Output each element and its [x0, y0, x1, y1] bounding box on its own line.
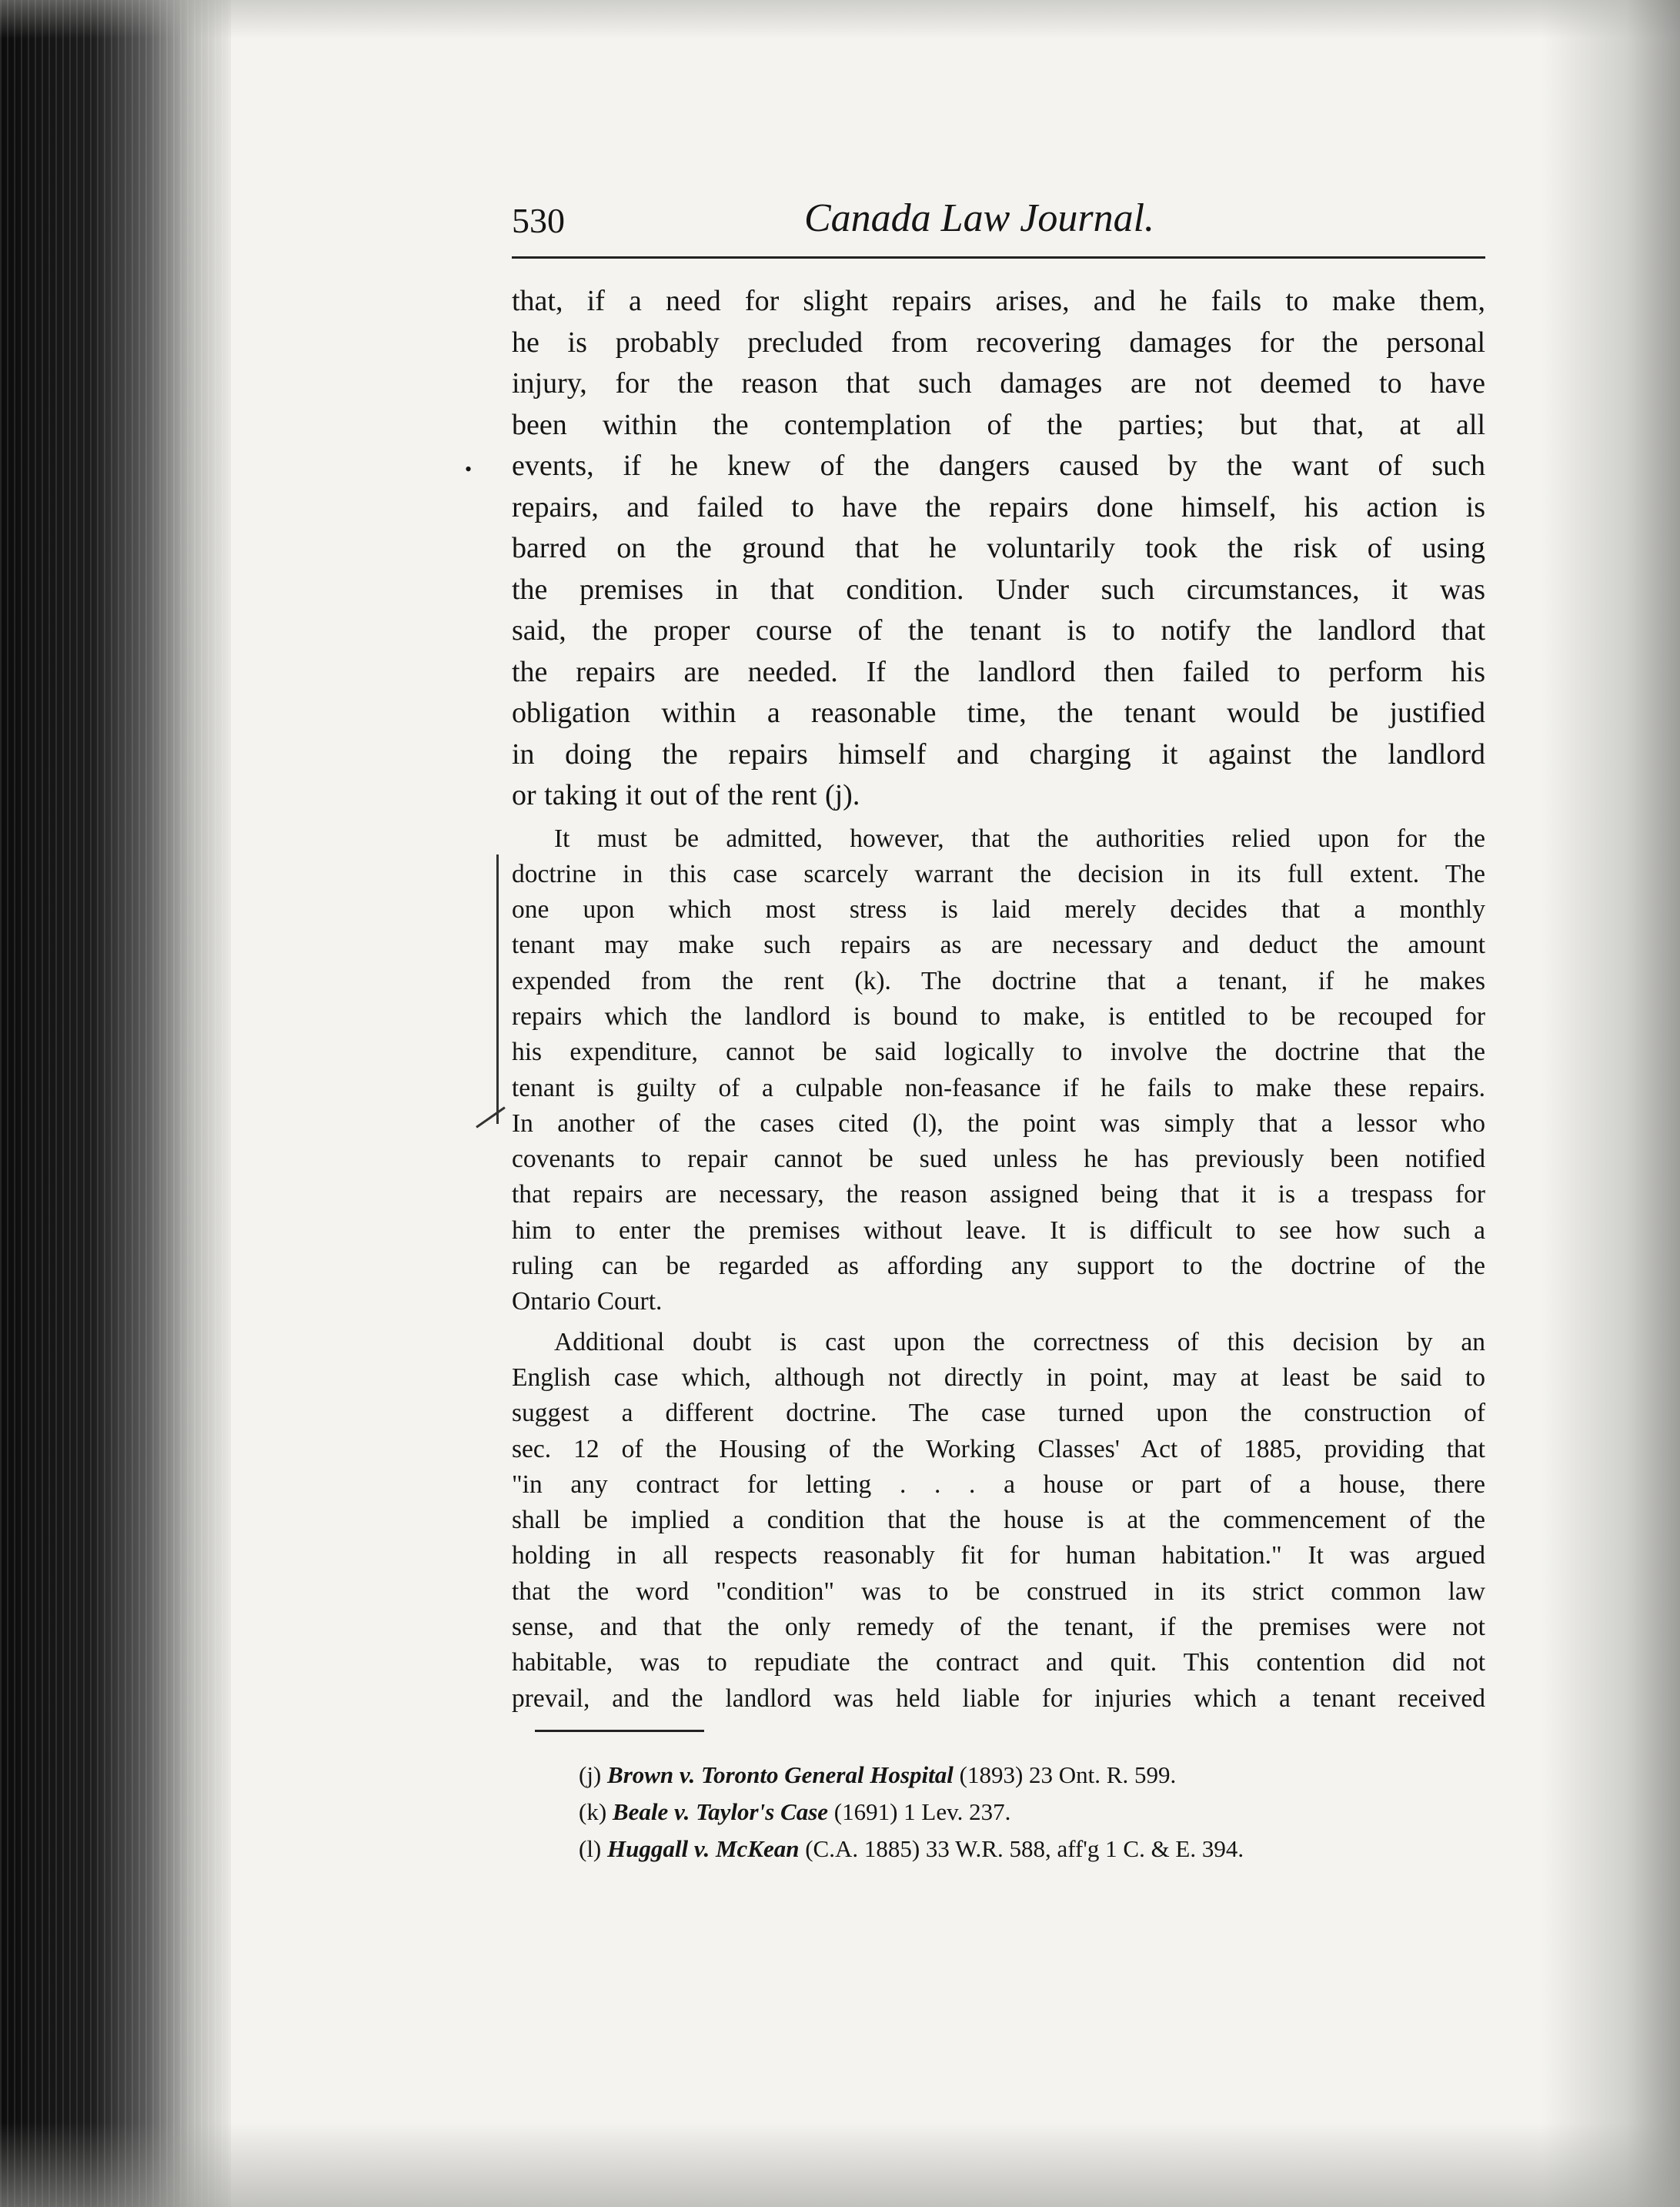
text-line: sense, and that the only remedy of the tenant, if the premises were not [512, 1613, 1485, 1642]
running-title: Canada Law Journal. [804, 196, 1155, 240]
gutter-page-edges [0, 0, 231, 2207]
footnote-citation: (1893) 23 Ont. R. 599. [959, 1761, 1177, 1788]
header-rule [512, 256, 1485, 259]
text-line: obligation within a reasonable time, the tenant would be justified [512, 697, 1485, 729]
text-line: that, if a need for slight repairs arises, and he fails to make them, [512, 285, 1485, 317]
text-line: been within the contemplation of the parties; but that, at all [512, 408, 1485, 441]
text-line: repairs which the landlord is bound to make, is entitled to be recouped for [512, 1002, 1485, 1031]
text-line: his expenditure, cannot be said logically to involve the doctrine that the [512, 1038, 1485, 1067]
margin-bracket-mark [496, 854, 509, 1124]
text-line: habitable, was to repudiate the contract and quit. This contention did not [512, 1648, 1485, 1677]
footnote-mark: (k) [579, 1798, 607, 1825]
paragraph-2 [512, 821, 1485, 1320]
text-line: tenant is guilty of a culpable non-feasance if he fails to make these repairs. [512, 1073, 1485, 1102]
text-line: covenants to repair cannot be sued unless he has previously been notified [512, 1145, 1485, 1174]
top-page-shadow [0, 0, 1680, 38]
paragraph-3 [512, 1325, 1485, 1717]
paragraph-1 [512, 281, 1485, 817]
footnote-case: Beale v. Taylor's Case [612, 1798, 829, 1825]
text-line: "in any contract for letting . . . a house or part of a house, there [512, 1470, 1485, 1499]
text-line: the premises in that condition. Under such circumstances, it was [512, 573, 1485, 606]
footnote-j [579, 1757, 1425, 1794]
text-line: the repairs are needed. If the landlord then failed to perform his [512, 655, 1485, 688]
body-text [512, 281, 1485, 1717]
footnote-rule [535, 1730, 704, 1732]
text-line: repairs, and failed to have the repairs done himself, his action is [512, 490, 1485, 523]
text-line: injury, for the reason that such damages are not deemed to have [512, 367, 1485, 400]
footnote-citation: (1691) 1 Lev. 237. [833, 1798, 1011, 1825]
text-line: suggest a different doctrine. The case turned upon the construction of [512, 1399, 1485, 1428]
text-line: barred on the ground that he voluntarily took the risk of using [512, 532, 1485, 564]
footnotes [579, 1757, 1425, 1868]
footnote-citation: (C.A. 1885) 33 W.R. 588, aff'g 1 C. & E. 394. [805, 1835, 1244, 1862]
margin-dot-mark: • [465, 458, 473, 480]
page-number: 530 [512, 201, 565, 240]
text-line: in doing the repairs himself and charging it against the landlord [512, 737, 1485, 771]
text-line: or taking it out of the rent (j). [512, 779, 860, 811]
text-line: one upon which most stress is laid merely decides that a monthly [512, 895, 1485, 925]
footnote-case: Brown v. Toronto General Hospital [607, 1761, 954, 1788]
text-line: It must be admitted, however, that the authorities relied upon for the [554, 824, 1485, 853]
footnote-mark: (l) [579, 1835, 602, 1862]
text-line: him to enter the premises without leave. It is difficult to see how such a [512, 1216, 1485, 1245]
text-line: In another of the cases cited (l), the point was simply that a lessor who [512, 1109, 1485, 1138]
page-header [512, 192, 1489, 254]
text-line: expended from the rent (k). The doctrine that a tenant, if he makes [512, 966, 1485, 995]
right-page-shadow [1541, 0, 1680, 2207]
text-line: he is probably precluded from recovering damages for the personal [512, 326, 1485, 359]
footnote-case: Huggall v. McKean [607, 1835, 800, 1862]
text-line: shall be implied a condition that the house is at the commencement of the [512, 1506, 1485, 1535]
text-line: that repairs are necessary, the reason assigned being that it is a trespass for [512, 1180, 1485, 1209]
journal-page [512, 192, 1489, 1713]
text-line: prevail, and the landlord was held liable for injuries which a tenant received [512, 1684, 1485, 1713]
text-line: Ontario Court. [512, 1287, 663, 1316]
bottom-page-shadow [0, 2122, 1680, 2207]
text-line: that the word "condition" was to be construed in its strict common law [512, 1577, 1485, 1606]
text-line: said, the proper course of the tenant is to notify the landlord that [512, 614, 1485, 647]
footnote-k [579, 1794, 1425, 1831]
text-line: tenant may make such repairs as are necessary and deduct the amount [512, 931, 1485, 960]
text-line: English case which, although not directly in point, may at least be said to [512, 1363, 1485, 1392]
text-line: doctrine in this case scarcely warrant the decision in its full extent. The [512, 859, 1485, 888]
footnote-l [579, 1831, 1425, 1868]
text-line: Additional doubt is cast upon the correctness of this decision by an [554, 1327, 1485, 1356]
footnote-mark: (j) [579, 1761, 602, 1788]
text-line: ruling can be regarded as affording any support to the doctrine of the [512, 1252, 1485, 1281]
text-line: sec. 12 of the Housing of the Working Classes' Act of 1885, providing that [512, 1434, 1485, 1463]
text-line: events, if he knew of the dangers caused by the want of such [512, 450, 1485, 482]
text-line: holding in all respects reasonably fit for human habitation." It was argued [512, 1541, 1485, 1570]
